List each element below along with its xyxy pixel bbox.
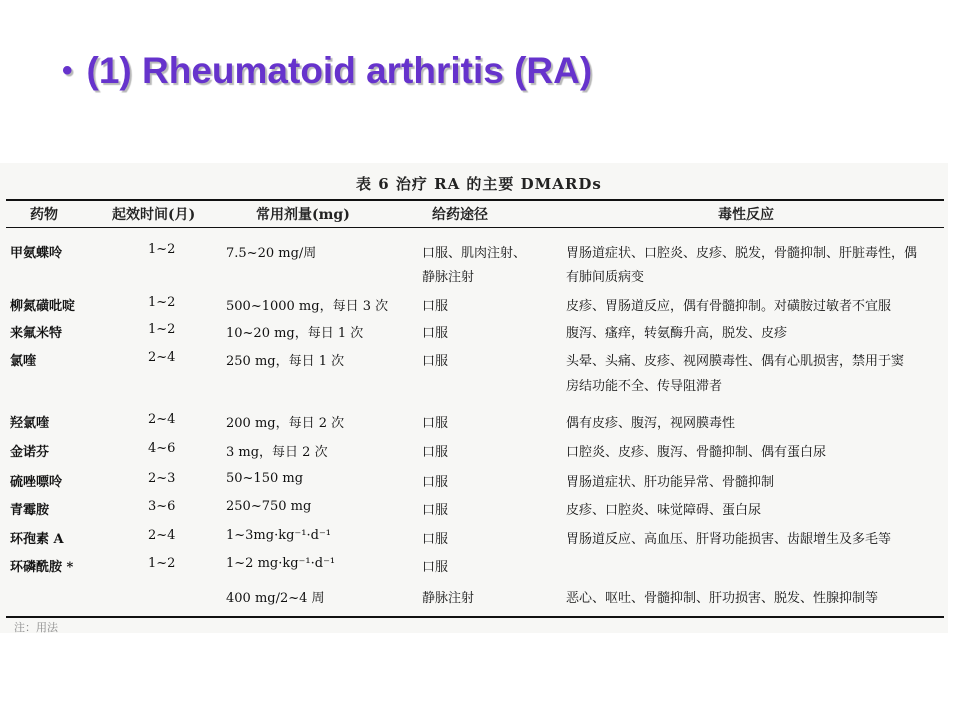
table-cell-onset: 1~2 <box>148 295 176 310</box>
table-cell-dose: 7.5~20 mg/周 <box>226 246 317 261</box>
table-cell-dose: 200 mg，每日 2 次 <box>226 416 345 431</box>
table-cell-tox: 腹泻、瘙痒，转氨酶升高，脱发、皮疹 <box>566 326 788 341</box>
table-cell-dose: 10~20 mg，每日 1 次 <box>226 326 364 341</box>
table-cell-route: 静脉注射 <box>422 270 475 285</box>
table-cell-onset: 4~6 <box>148 441 176 456</box>
table-cell-route: 口服 <box>422 354 449 369</box>
table-cell-tox: 胃肠道症状、口腔炎、皮疹、脱发，骨髓抑制、肝脏毒性，偶 <box>566 246 918 261</box>
table-cell-drug: 氯喹 <box>10 354 37 369</box>
table-cell-dose: 1~2 mg·kg⁻¹·d⁻¹ <box>226 556 336 571</box>
table-cell-dose: 3 mg，每日 2 次 <box>226 445 328 460</box>
table-cell-drug: 硫唑嘌呤 <box>10 475 63 490</box>
table-cell-dose: 500~1000 mg，每日 3 次 <box>226 299 389 314</box>
table-cell-drug: 金诺芬 <box>10 445 50 460</box>
table-scan <box>0 163 948 633</box>
table-caption: 表 6 治疗 RA 的主要 DMARDs <box>356 175 602 193</box>
table-cell-onset: 1~2 <box>148 242 176 257</box>
table-cell-tox: 皮疹、口腔炎、味觉障碍、蛋白尿 <box>566 503 762 518</box>
table-cell-dose: 1~3mg·kg⁻¹·d⁻¹ <box>226 528 332 543</box>
table-cell-onset: 1~2 <box>148 322 176 337</box>
header-toxicity: 毒性反应 <box>718 207 774 223</box>
table-cell-dose: 250 mg，每日 1 次 <box>226 354 345 369</box>
table-top-rule <box>6 199 944 201</box>
table-cell-route: 口服、肌肉注射、 <box>422 246 527 261</box>
table-cell-tox: 胃肠道症状、肝功能异常、骨髓抑制 <box>566 475 775 490</box>
table-cell-dose: 250~750 mg <box>226 499 312 514</box>
table-bottom-rule <box>6 616 944 618</box>
table-cell-onset: 2~3 <box>148 471 176 486</box>
table-cell-drug: 青霉胺 <box>10 503 50 518</box>
table-header-rule <box>6 227 944 228</box>
table-cell-tox: 头晕、头痛、皮疹、视网膜毒性、偶有心肌损害，禁用于窦 <box>566 354 905 369</box>
table-cell-drug: 环磷酰胺 * <box>10 560 74 575</box>
table-cell-route: 口服 <box>422 445 449 460</box>
table-cell-route: 口服 <box>422 560 449 575</box>
table-cell-tox: 有肺间质病变 <box>566 270 645 285</box>
header-dose: 常用剂量(mg) <box>256 207 350 223</box>
table-footnote: 注：用法 <box>14 621 58 634</box>
table-cell-tox: 胃肠道反应、高血压、肝肾功能损害、齿龈增生及多毛等 <box>566 532 892 547</box>
table-cell-drug: 环孢素 A <box>10 532 64 547</box>
table-cell-onset: 2~4 <box>148 350 176 365</box>
table-cell-dose: 400 mg/2~4 周 <box>226 591 325 606</box>
table-cell-tox: 偶有皮疹、腹泻，视网膜毒性 <box>566 416 736 431</box>
table-cell-route: 口服 <box>422 326 449 341</box>
table-cell-route: 静脉注射 <box>422 591 475 606</box>
table-cell-dose: 50~150 mg <box>226 471 304 486</box>
table-cell-drug: 柳氮磺吡啶 <box>10 299 76 314</box>
table-cell-drug: 来氟米特 <box>10 326 63 341</box>
slide-title-text: (1) Rheumatoid arthritis (RA) <box>86 50 593 91</box>
table-cell-tox: 皮疹、胃肠道反应，偶有骨髓抑制。对磺胺过敏者不宜服 <box>566 299 892 314</box>
slide-title <box>62 50 592 92</box>
table-cell-drug: 羟氯喹 <box>10 416 50 431</box>
table-cell-route: 口服 <box>422 475 449 490</box>
table-cell-onset: 2~4 <box>148 528 176 543</box>
table-cell-onset: 1~2 <box>148 556 176 571</box>
header-onset: 起效时间(月) <box>112 207 196 223</box>
table-cell-drug: 甲氨蝶呤 <box>10 246 63 261</box>
table-cell-onset: 3~6 <box>148 499 176 514</box>
bullet-icon: • <box>62 54 73 87</box>
table-cell-route: 口服 <box>422 532 449 547</box>
header-drug: 药物 <box>30 207 58 223</box>
table-cell-route: 口服 <box>422 416 449 431</box>
table-cell-route: 口服 <box>422 299 449 314</box>
table-cell-tox: 房结功能不全、传导阻滞者 <box>566 379 723 394</box>
table-cell-onset: 2~4 <box>148 412 176 427</box>
table-cell-tox: 口腔炎、皮疹、腹泻、骨髓抑制、偶有蛋白尿 <box>566 445 827 460</box>
header-route: 给药途径 <box>432 207 488 223</box>
table-cell-tox: 恶心、呕吐、骨髓抑制、肝功损害、脱发、性腺抑制等 <box>566 591 879 606</box>
table-cell-route: 口服 <box>422 503 449 518</box>
